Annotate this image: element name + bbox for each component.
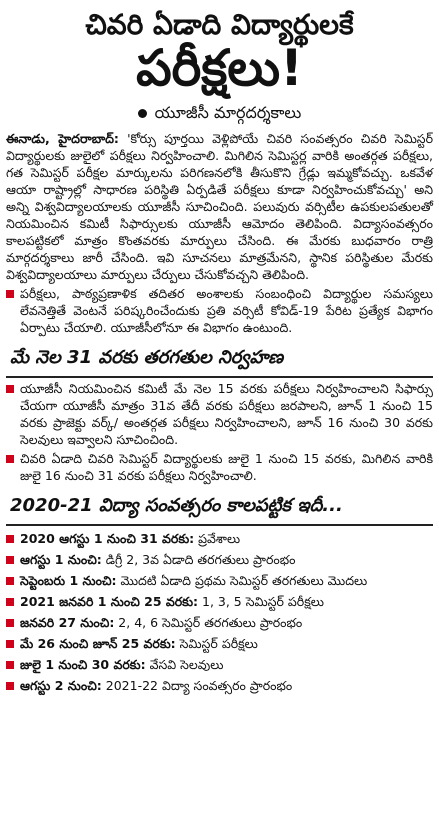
list-item-text: యూజీసీ నియమించిన కమిటీ మే నెల 15 వరకు పరీక్షలు నిర్వహించాలని సిఫార్సు చేయగా యూజీసీ మాత్రం 31వ తేదీ వరకు పరీక్షలు జరపాలని, జూన్ 1 నుంచి 15 వరకు ప్రాజెక్టు వర్క్/ అంతర్గత పరీక్షలు నిర్వహించాలని, జూన్ 16 నుంచి 30 వరకు సెలవులు ఇవ్వాలని సూచించింది.	[20, 381, 433, 447]
schedule-date: ఆగస్టు 1 నుంచి:	[20, 552, 102, 567]
subheadline-text: యూజీసీ మార్గదర్శకాలు	[154, 103, 302, 122]
list-item-text: పరీక్షలు, పాఠ్యప్రణాళిక తదితర అంశాలకు సంబంధించి విద్యార్థుల సమస్యలు లేవనెత్తితే వెంటనే పరిష్కరించేందుకు ప్రతి వర్సిటీ కోవిడ్-19 పేరిట ప్రత్యేక విభాగం ఏర్పాటు చేయాలి. యూజీసీలోనూ ఈ విభాగం ఉంటుంది.	[20, 286, 433, 335]
schedule-item	[6, 530, 433, 547]
subheadline	[6, 102, 433, 124]
schedule-item	[6, 614, 433, 631]
square-bullet-icon	[6, 640, 14, 648]
schedule-item	[6, 572, 433, 589]
list-item	[6, 450, 433, 484]
schedule-item	[6, 656, 433, 673]
square-bullet-icon	[6, 619, 14, 627]
section-heading: మే నెల 31 వరకు తరగతుల నిర్వహణ	[6, 342, 433, 378]
square-bullet-icon	[6, 556, 14, 564]
list-item	[6, 285, 433, 336]
schedule-item	[6, 677, 433, 694]
headline-kicker: చివరి ఏడాది విద్యార్థులకే	[85, 8, 354, 41]
schedule-item	[6, 635, 433, 652]
schedule-date: ఆగస్టు 2 నుంచి:	[20, 678, 102, 693]
square-bullet-icon	[6, 661, 14, 669]
schedule-event: ప్రవేశాలు	[194, 531, 241, 546]
intro-text: 'కోర్సు పూర్తయి వెళ్లిపోయే చివరి సంవత్సరం చివరి సెమిస్టర్ విద్యార్థులకు జులైలో పరీక్షలు నిర్వహించాలి. మిగిలిన సెమిస్టర్ల వారికి అంతర్గత పరీక్షలు, గత సెమిస్టర్ పరీక్షల మార్కులను పరిగణనలోకి తీసుకొని గ్రేడ్లు ఇమ్మకోవచ్చు. ఒకవేళ ఆయా రాష్ట్రాల్లో సాధారణ పరిస్థితి ఏర్పడితే పరీక్షలు కూడా నిర్వహించుకోవచ్చు' అని అన్ని విశ్వవిద్యాలయాలకు యూజీసీ సూచించింది. పలువురు వర్సిటీల ఉపకులపతులతో నియమించిన కమిటీ సిఫార్సులకు యూజీసీ ఆమోదం తెలిపింది. విద్యాసంవత్సరం కాలపట్టికలో మాత్రం కొంతవరకు మార్పులు చేసింది. ఈ మేరకు బుధవారం రాత్రి మార్గదర్శకాలు జారీ చేసింది. ఇవి సూచనలు మాత్రమేనని, స్థానిక పరిస్థితుల మేరకు విశ్వవిద్యాలయాలు మార్పులు చేర్పులు చేసుకోవచ్చని తెలిపింది.	[6, 131, 433, 282]
schedule-event: 2, 4, 6 సెమిస్టర్ తరగతులు ప్రారంభం	[114, 615, 303, 630]
square-bullet-icon	[6, 598, 14, 606]
square-bullet-icon	[6, 682, 14, 690]
square-bullet-icon	[6, 577, 14, 585]
schedule-event: 1, 3, 5 సెమిస్టర్ పరీక్షలు	[198, 594, 324, 609]
schedule-date: సెప్టెంబరు 1 నుంచి:	[20, 573, 117, 588]
section-heading: 2020-21 విద్యా సంవత్సరం కాలపట్టిక ఇదీ...	[6, 490, 433, 526]
schedule-date: 2021 జనవరి 1 నుంచి 25 వరకు:	[20, 594, 199, 609]
bullet-dot-icon	[138, 109, 147, 118]
schedule-event: డిగ్రీ 2, 3వ ఏడాది తరగతులు ప్రారంభం	[101, 552, 296, 567]
list-item-text: చివరి ఏడాది చివరి సెమిస్టర్ విద్యార్థులకు జులై 1 నుంచి 15 వరకు, మిగిలిన వారికి జులై 16 నుంచి 31 వరకు పరీక్షలు నిర్వహించాలి.	[20, 451, 433, 483]
schedule-event: మొదటి ఏడాది ప్రథమ సెమిస్టర్ తరగతులు మొదలు	[116, 573, 368, 588]
schedule-date: మే 26 నుంచి జూన్ 25 వరకు:	[20, 636, 176, 651]
schedule-event: 2021-22 విద్యా సంవత్సరం ప్రారంభం	[101, 678, 293, 693]
schedule-date: జనవరి 27 నుంచి:	[20, 615, 115, 630]
square-bullet-icon	[6, 455, 14, 463]
dateline: ఈనాడు, హైదరాబాద్:	[6, 131, 119, 146]
intro-paragraph	[6, 130, 433, 283]
square-bullet-icon	[6, 385, 14, 393]
square-bullet-icon	[6, 535, 14, 543]
schedule-event: వేసవి సెలవులు	[145, 657, 224, 672]
list-item	[6, 380, 433, 448]
schedule-date: 2020 ఆగస్టు 1 నుంచి 31 వరకు:	[20, 531, 195, 546]
schedule-item	[6, 593, 433, 610]
square-bullet-icon	[6, 290, 14, 298]
schedule-date: జులై 1 నుంచి 30 వరకు:	[20, 657, 146, 672]
schedule-event: సెమిస్టర్ పరీక్షలు	[175, 636, 258, 651]
schedule-item	[6, 551, 433, 568]
schedule-list	[6, 530, 433, 694]
headline-title: పరీక్షలు!	[136, 39, 303, 97]
